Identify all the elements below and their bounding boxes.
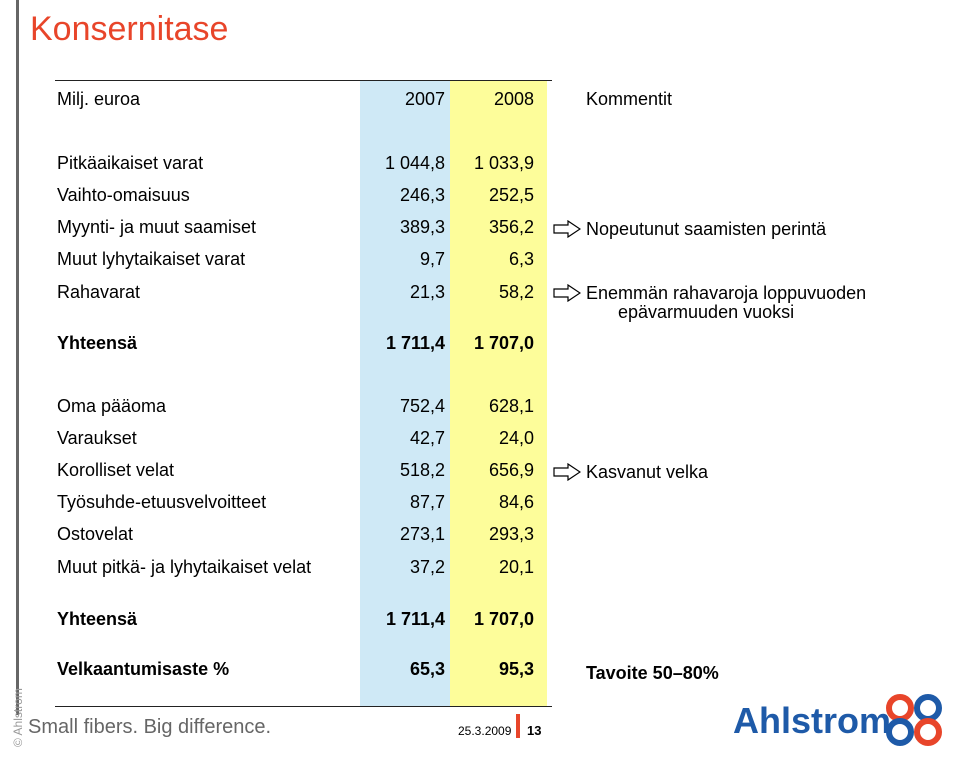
asset-row-2008: 356,2 bbox=[488, 217, 534, 237]
assets-total-2008: 1 707,0 bbox=[473, 333, 534, 353]
ahlstrom-logo-text: Ahlstrom bbox=[733, 700, 892, 741]
liability-row-2008: 656,9 bbox=[488, 460, 534, 480]
liabilities-total-2008: 1 707,0 bbox=[473, 609, 534, 629]
year-2007-header: 2007 bbox=[404, 89, 445, 109]
unit-header: Milj. euroa bbox=[57, 89, 141, 109]
asset-row-label: Rahavarat bbox=[57, 282, 141, 302]
comment-debt: Kasvanut velka bbox=[586, 462, 709, 482]
liability-row-2007: 87,7 bbox=[409, 492, 445, 512]
asset-row-2008: 252,5 bbox=[488, 185, 534, 205]
assets-total-label: Yhteensä bbox=[57, 333, 138, 353]
liability-row-2008: 20,1 bbox=[498, 557, 534, 577]
liability-row-2008: 628,1 bbox=[488, 396, 534, 416]
liabilities-total-2007: 1 711,4 bbox=[385, 609, 445, 629]
liability-row-2008: 84,6 bbox=[498, 492, 534, 512]
asset-row-2007: 246,3 bbox=[399, 185, 445, 205]
year-2008-header: 2008 bbox=[493, 89, 534, 109]
arrow-right-icon bbox=[553, 284, 581, 302]
liability-row-2007: 752,4 bbox=[399, 396, 445, 416]
liability-row-2007: 37,2 bbox=[409, 557, 445, 577]
table-top-rule bbox=[55, 80, 552, 81]
liability-row-2008: 293,3 bbox=[488, 524, 534, 544]
liability-row-label: Oma pääoma bbox=[57, 396, 167, 416]
liability-row-label: Muut pitkä- ja lyhytaikaiset velat bbox=[57, 557, 312, 577]
liability-row-label: Työsuhde-etuusvelvoitteet bbox=[57, 492, 267, 512]
footer-date: 25.3.2009 bbox=[458, 724, 512, 738]
liability-row-2007: 518,2 bbox=[399, 460, 445, 480]
ahlstrom-logo-icon bbox=[880, 690, 950, 750]
arrow-right-icon bbox=[553, 220, 581, 238]
asset-row-2008: 6,3 bbox=[508, 249, 534, 269]
copyright: © Ahlstrom bbox=[11, 688, 25, 747]
left-accent-line bbox=[16, 0, 19, 715]
asset-row-2008: 58,2 bbox=[498, 282, 534, 302]
asset-row-label: Myynti- ja muut saamiset bbox=[57, 217, 257, 237]
liabilities-total-label: Yhteensä bbox=[57, 609, 138, 629]
comment-cash-line2: epävarmuuden vuoksi bbox=[618, 302, 795, 322]
liability-row-label: Varaukset bbox=[57, 428, 137, 448]
gearing-2007: 65,3 bbox=[409, 659, 445, 679]
liability-row-2007: 42,7 bbox=[409, 428, 445, 448]
comment-target: Tavoite 50–80% bbox=[586, 663, 719, 683]
asset-row-2007: 9,7 bbox=[419, 249, 445, 269]
asset-row-2007: 21,3 bbox=[409, 282, 445, 302]
gearing-2008: 95,3 bbox=[498, 659, 534, 679]
comment-cash-line1: Enemmän rahavaroja loppuvuoden bbox=[586, 283, 867, 303]
liability-row-2008: 24,0 bbox=[498, 428, 534, 448]
liability-row-label: Korolliset velat bbox=[57, 460, 175, 480]
comment-receivables: Nopeutunut saamisten perintä bbox=[586, 219, 827, 239]
page-number-divider bbox=[516, 714, 520, 738]
gearing-label: Velkaantumisaste % bbox=[57, 659, 230, 679]
asset-row-label: Muut lyhytaikaiset varat bbox=[57, 249, 246, 269]
page-number: 13 bbox=[527, 723, 542, 738]
slogan: Small fibers. Big difference. bbox=[28, 716, 272, 738]
asset-row-2008: 1 033,9 bbox=[473, 153, 534, 173]
asset-row-2007: 389,3 bbox=[399, 217, 445, 237]
asset-row-label: Vaihto-omaisuus bbox=[57, 185, 190, 205]
asset-row-2007: 1 044,8 bbox=[384, 153, 445, 173]
liability-row-label: Ostovelat bbox=[57, 524, 134, 544]
assets-total-2007: 1 711,4 bbox=[385, 333, 445, 353]
comments-header: Kommentit bbox=[586, 89, 673, 109]
page-title: Konsernitase bbox=[30, 10, 229, 48]
asset-row-label: Pitkäaikaiset varat bbox=[57, 153, 204, 173]
arrow-right-icon bbox=[553, 463, 581, 481]
liability-row-2007: 273,1 bbox=[399, 524, 445, 544]
table-bottom-rule bbox=[55, 706, 552, 707]
